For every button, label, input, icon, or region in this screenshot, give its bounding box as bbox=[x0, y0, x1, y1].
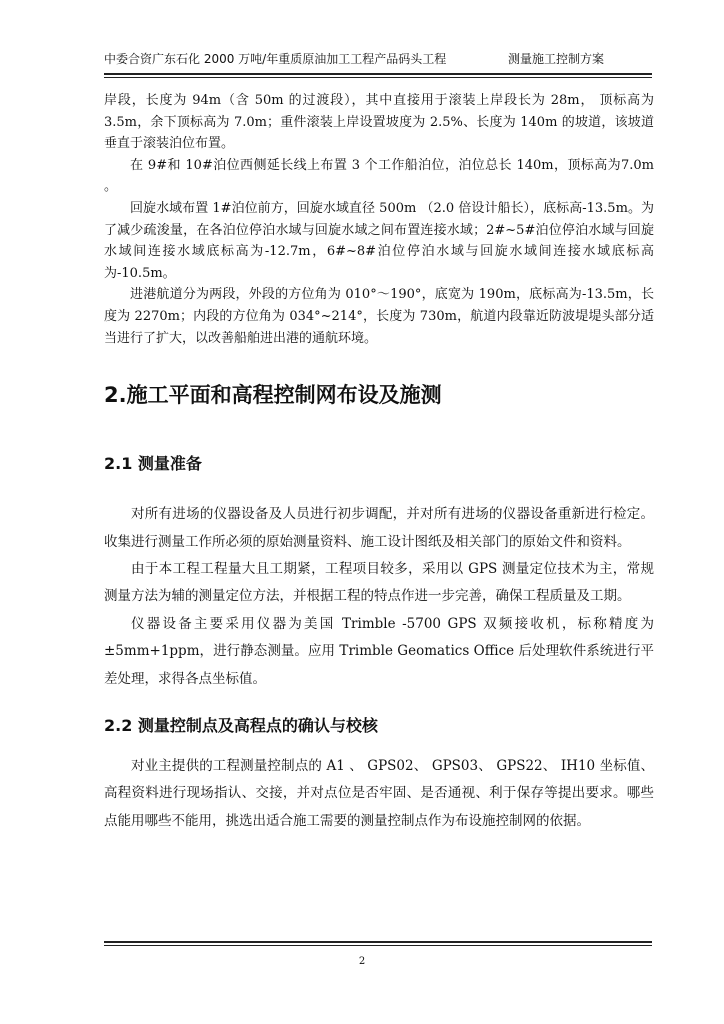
section-heading: 2.施工平面和高程控制网布设及施测 bbox=[104, 383, 442, 408]
paragraph: 由于本工程工程量大且工期紧，工程项目较多，采用以 GPS 测量定位技术为主，常规测量方法为辅的测量定位方法，并根据工程的特点作进一步完善，确保工程质量及工期。 bbox=[104, 560, 654, 605]
header-rule-thick bbox=[104, 73, 652, 75]
subsection-heading: 2.1 测量准备 bbox=[104, 454, 202, 474]
footer-rule-thin bbox=[104, 945, 652, 946]
paragraph: 对业主提供的工程测量控制点的 A1 、 GPS02、 GPS03、 GPS22、 IH10 坐标值、高程资料进行现场指认、交接，并对点位是否牢固、是否通视、利于保存等提出要求。哪些点能用哪些不能用，挑选出适合施工需要的测量控制点作为布设施控制网的依据。 bbox=[104, 757, 654, 829]
paragraph: 回旋水域布置 1#泊位前方，回旋水域直径 500m （2.0 倍设计船长），底标高-13.5m。为了减少疏浚量，在各泊位停泊水域与回旋水域之间布置连接水域；2#~5#泊位停泊水域与回旋水域间连接水域底标高为-12.7m，6#~8#泊位停泊水域与回旋水域间连接水域底标高为-10.5m。 bbox=[104, 200, 654, 281]
paragraph: 仪器设备主要采用仪器为美国 Trimble -5700 GPS 双频接收机，标称精度为±5mm+1ppm，进行静态测量。应用 Trimble Geomatics Office 后处理软件系统进行平差处理，求得各点坐标值。 bbox=[104, 615, 654, 687]
page-header bbox=[104, 50, 652, 70]
paragraph: 进港航道分为两段，外段的方位角为 010°～190°，底宽为 190m，底标高为-13.5m，长度为 2270m；内段的方位角为 034°~214°，长度为 730m，航道内段靠近防波堤堤头部分适当进行了扩大，以改善船舶进出港的通航环境。 bbox=[104, 287, 654, 346]
header-document-title: 测量施工控制方案 bbox=[508, 52, 605, 66]
paragraph: 对所有进场的仪器设备及人员进行初步调配，并对所有进场的仪器设备重新进行检定。收集进行测量工作所必须的原始测量资料、施工设计图纸及相关部门的原始文件和资料。 bbox=[104, 506, 654, 550]
page-number: 2 bbox=[358, 956, 366, 967]
header-project-title: 中委合资广东石化 2000 万吨/年重质原油加工工程产品码头工程 bbox=[104, 52, 447, 66]
subsection-body bbox=[104, 753, 654, 835]
subsection-heading: 2.2 测量控制点及高程点的确认与校核 bbox=[104, 715, 378, 735]
paragraph: 岸段，长度为 94m（含 50m 的过渡段），其中直接用于滚装上岸段长为 28m， 顶标高为 3.5m，余下顶标高为 7.0m；重件滚装上岸设置坡度为 2.5%、长度为 140m 的坡道，该坡道垂直于滚装泊位布置。 bbox=[104, 93, 654, 152]
subsection-body bbox=[104, 501, 654, 693]
footer-rule-thick bbox=[104, 941, 652, 943]
paragraph: 在 9#和 10#泊位西侧延长线上布置 3 个工作船泊位，泊位总长 140m，顶标高为7.0m 。 bbox=[104, 157, 654, 195]
page-body bbox=[104, 90, 654, 835]
header-rule-thin bbox=[104, 77, 652, 78]
